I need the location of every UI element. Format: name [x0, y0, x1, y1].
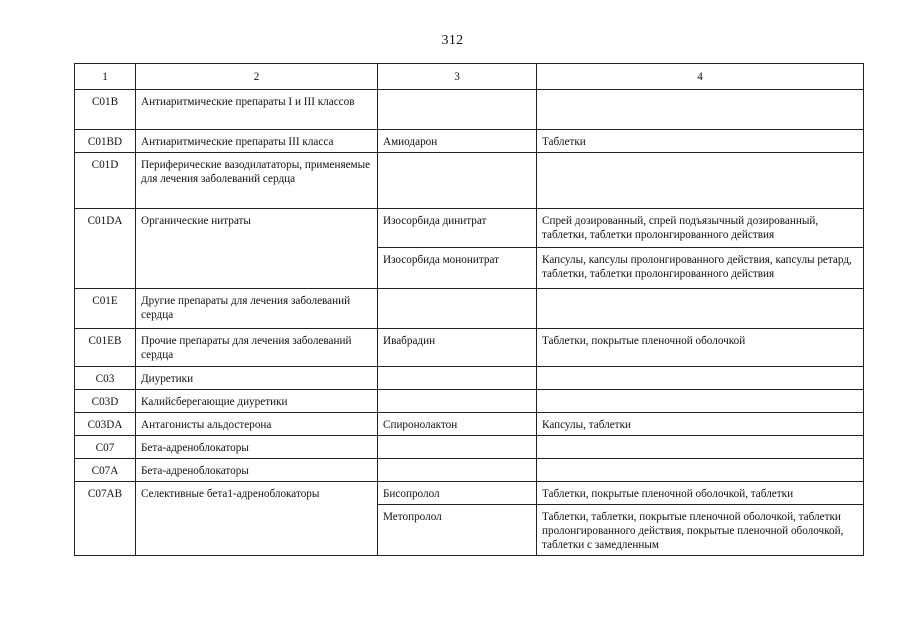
- atc-code: C01E: [75, 289, 136, 329]
- group-name: Антагонисты альдостерона: [136, 413, 378, 436]
- column-header: 3: [378, 64, 537, 90]
- table-header-row: [75, 64, 864, 90]
- dosage-form: [537, 390, 864, 413]
- table-row: [75, 390, 864, 413]
- table-row: [75, 153, 864, 209]
- dosage-form: Таблетки, покрытые пленочной оболочкой: [537, 329, 864, 367]
- drug-table: [74, 63, 864, 556]
- column-header: 2: [136, 64, 378, 90]
- atc-code: C07AB: [75, 482, 136, 556]
- group-name: Калийсберегающие диуретики: [136, 390, 378, 413]
- dosage-form: [537, 90, 864, 130]
- table-row: [75, 209, 864, 248]
- drug-name: [378, 153, 537, 209]
- atc-code: C01BD: [75, 130, 136, 153]
- atc-code: C01B: [75, 90, 136, 130]
- drug-name: Метопролол: [378, 505, 537, 556]
- dosage-form: [537, 436, 864, 459]
- drug-name: Спиронолактон: [378, 413, 537, 436]
- atc-code: C03: [75, 367, 136, 390]
- dosage-form: Таблетки, таблетки, покрытые пленочной оболочкой, таблетки пролонгированного действия, покрытые пленочной оболочкой, таблетки с замедленным: [537, 505, 864, 556]
- drug-name: Ивабрадин: [378, 329, 537, 367]
- atc-code: C01EB: [75, 329, 136, 367]
- drug-name: [378, 90, 537, 130]
- group-name: Бета-адреноблокаторы: [136, 436, 378, 459]
- drug-name: [378, 289, 537, 329]
- table-row: [75, 436, 864, 459]
- atc-code: C07: [75, 436, 136, 459]
- column-header: 4: [537, 64, 864, 90]
- drug-name: [378, 390, 537, 413]
- dosage-form: Таблетки, покрытые пленочной оболочкой, таблетки: [537, 482, 864, 505]
- table-row: [75, 329, 864, 367]
- drug-name: Изосорбида мононитрат: [378, 248, 537, 289]
- table-row: [75, 367, 864, 390]
- group-name: Антиаритмические препараты III класса: [136, 130, 378, 153]
- group-name: Диуретики: [136, 367, 378, 390]
- drug-name: [378, 436, 537, 459]
- atc-code: C01D: [75, 153, 136, 209]
- group-name: Прочие препараты для лечения заболеваний сердца: [136, 329, 378, 367]
- table-row: [75, 130, 864, 153]
- dosage-form: Спрей дозированный, спрей подъязычный дозированный, таблетки, таблетки пролонгированного действия: [537, 209, 864, 248]
- table-row: [75, 90, 864, 130]
- drug-name: Бисопролол: [378, 482, 537, 505]
- drug-name: [378, 367, 537, 390]
- dosage-form: Таблетки: [537, 130, 864, 153]
- group-name: Периферические вазодилататоры, применяемые для лечения заболеваний сердца: [136, 153, 378, 209]
- dosage-form: [537, 459, 864, 482]
- column-header: 1: [75, 64, 136, 90]
- table-row: [75, 413, 864, 436]
- atc-code: C03D: [75, 390, 136, 413]
- group-name: Органические нитраты: [136, 209, 378, 289]
- drug-name: Изосорбида динитрат: [378, 209, 537, 248]
- dosage-form: [537, 153, 864, 209]
- atc-code: C01DA: [75, 209, 136, 289]
- table-row: [75, 289, 864, 329]
- table-row: [75, 459, 864, 482]
- group-name: Другие препараты для лечения заболеваний сердца: [136, 289, 378, 329]
- dosage-form: [537, 367, 864, 390]
- atc-code: C07A: [75, 459, 136, 482]
- group-name: Антиаритмические препараты I и III классов: [136, 90, 378, 130]
- group-name: Селективные бета1-адреноблокаторы: [136, 482, 378, 556]
- group-name: Бета-адреноблокаторы: [136, 459, 378, 482]
- table-row: [75, 482, 864, 505]
- atc-code: C03DA: [75, 413, 136, 436]
- page-number: 312: [441, 33, 464, 48]
- dosage-form: Капсулы, капсулы пролонгированного действия, капсулы ретард, таблетки, таблетки пролонгированного действия: [537, 248, 864, 289]
- dosage-form: Капсулы, таблетки: [537, 413, 864, 436]
- drug-name: Амиодарон: [378, 130, 537, 153]
- drug-name: [378, 459, 537, 482]
- dosage-form: [537, 289, 864, 329]
